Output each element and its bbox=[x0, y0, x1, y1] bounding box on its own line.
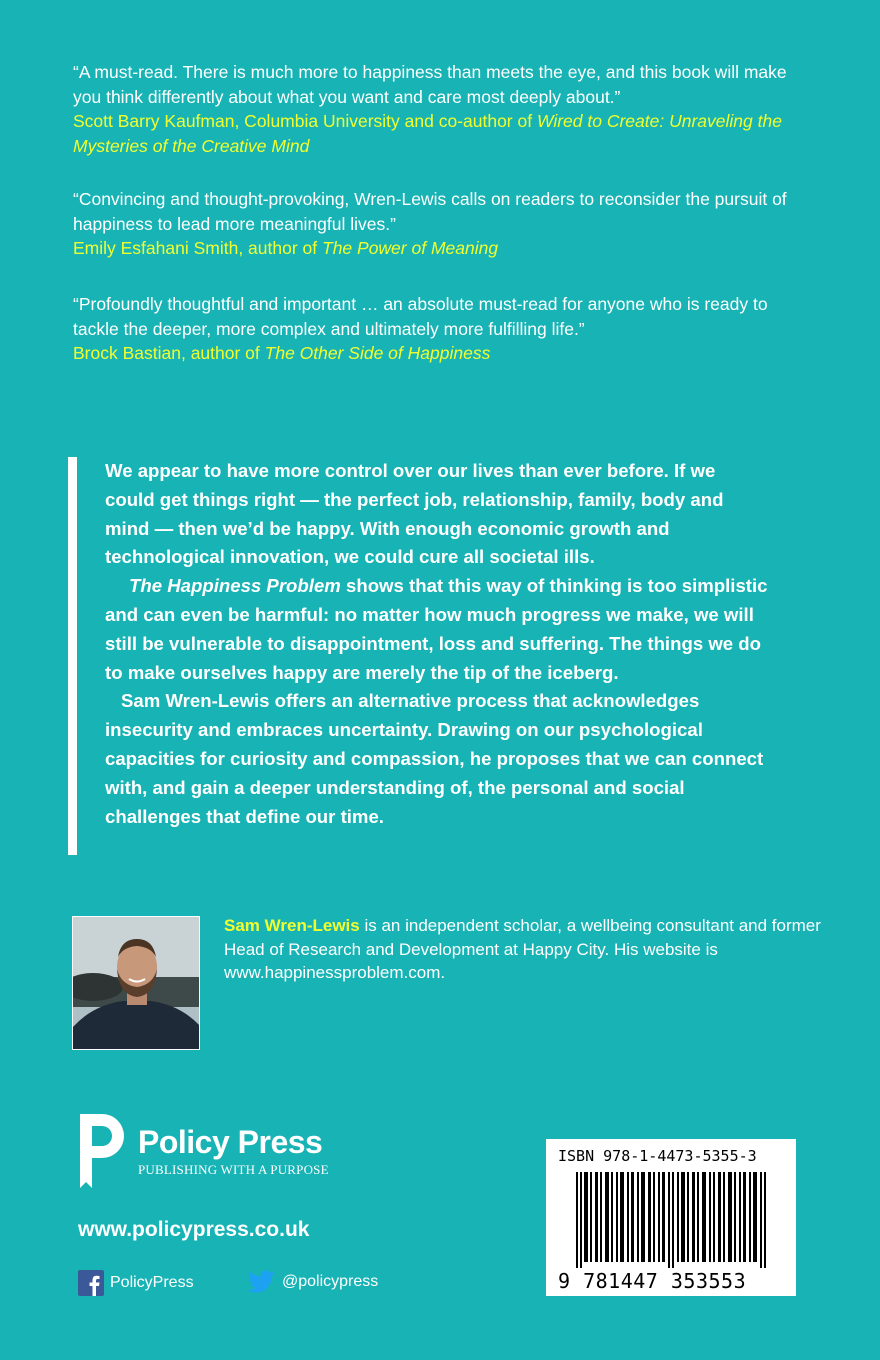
isbn-label: ISBN 978-1-4473-5355-3 bbox=[558, 1147, 757, 1165]
endorsement-quote bbox=[73, 60, 803, 158]
endorsement-quote bbox=[73, 292, 803, 366]
quote-attribution: Scott Barry Kaufman, Columbia University and co-author of Wired to Create: Unraveling the Mysteries of the Creative Mind bbox=[73, 111, 782, 156]
blurb-paragraph-3: Sam Wren-Lewis offers an alternative process that acknowledges insecurity and embraces uncertainty. Drawing on our psychological capacities for curiosity and compassion, he proposes that we can connect with, and gain a deeper understanding of, the personal and social challenges that define our time. bbox=[105, 690, 764, 827]
twitter-icon bbox=[246, 1270, 276, 1294]
twitter-link[interactable] bbox=[246, 1270, 378, 1294]
twitter-handle: @policypress bbox=[282, 1273, 379, 1290]
barcode-bars bbox=[576, 1172, 776, 1268]
author-bio bbox=[224, 914, 824, 985]
author-bio-text: is an independent scholar, a wellbeing consultant and former Head of Research and Development at Happy City. His website is www.happinessproblem.com. bbox=[224, 916, 821, 982]
publisher-tagline: PUBLISHING WITH A PURPOSE bbox=[138, 1162, 329, 1177]
quote-attribution: Brock Bastian, author of The Other Side of Happiness bbox=[73, 343, 491, 363]
quote-text: “A must-read. There is much more to happiness than meets the eye, and this book will make you think differently about what you want and care most deeply about.” bbox=[73, 62, 787, 107]
book-title: The Happiness Problem bbox=[129, 575, 341, 597]
facebook-icon bbox=[78, 1270, 104, 1296]
blurb-paragraph-2: The Happiness Problem shows that this way of thinking is too simplistic and can even be harmful: no matter how much progress we make, we will still be vulnerable to disappointment, loss and suffering. The things we do to make ourselves happy are merely the tip of the iceberg. bbox=[105, 575, 768, 683]
publisher-website[interactable]: www.policypress.co.uk bbox=[78, 1218, 310, 1241]
facebook-link[interactable] bbox=[78, 1270, 194, 1296]
quote-text: “Profoundly thoughtful and important … an absolute must-read for anyone who is ready to tackle the deeper, more complex and ultimately more fulfilling life.” bbox=[73, 294, 768, 339]
quote-attribution: Emily Esfahani Smith, author of The Power of Meaning bbox=[73, 238, 499, 258]
ean-digits: 9 781447 353553 bbox=[558, 1269, 747, 1293]
publisher-name: Policy Press bbox=[138, 1124, 323, 1160]
quote-work-title: Wired to Create: Unraveling the Mysteries of the Creative Mind bbox=[73, 111, 782, 156]
author-name: Sam Wren-Lewis bbox=[224, 916, 360, 935]
facebook-handle: PolicyPress bbox=[110, 1274, 194, 1291]
author-photo bbox=[72, 916, 200, 1050]
endorsement-quote bbox=[73, 187, 803, 261]
quote-work-title: The Power of Meaning bbox=[322, 238, 499, 258]
isbn-barcode bbox=[546, 1139, 796, 1296]
quote-text: “Convincing and thought-provoking, Wren-Lewis calls on readers to reconsider the pursuit of happiness to lead more meaningful lives.” bbox=[73, 189, 787, 234]
book-blurb bbox=[68, 457, 768, 855]
quote-work-title: The Other Side of Happiness bbox=[264, 343, 491, 363]
policy-press-logo-icon bbox=[78, 1114, 128, 1188]
blurb-paragraph-1: We appear to have more control over our lives than ever before. If we could get things right — the perfect job, relationship, family, body and mind — then we’d be happy. With enough economic growth and technological innovation, we could cure all societal ills. bbox=[105, 460, 724, 568]
